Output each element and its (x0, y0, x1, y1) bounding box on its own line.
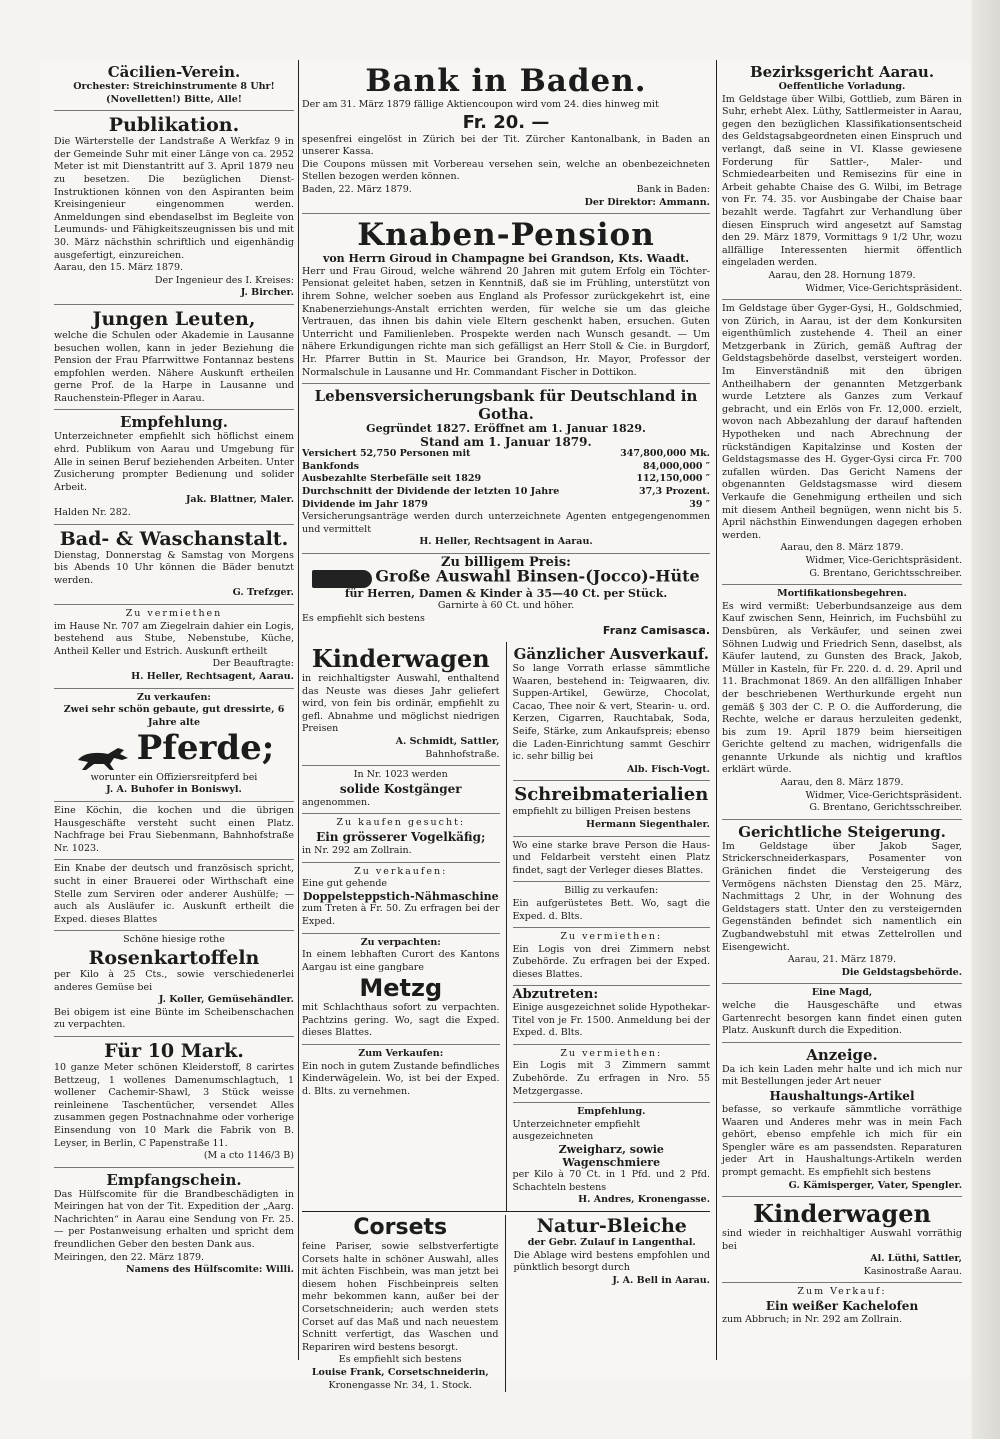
ad-title: Empfangschein. (106, 1170, 242, 1189)
ad-body: Das Hülfscomite für die Brandbeschädigten in Meiringen hat von der Tit. Expedition der „Aarg. Nachrichten“ in Aarau eine Sendung von Fr. 25. — per Postanweisung erhalten und spricht dem freundlichen Geber den besten Dank aus. (54, 1188, 294, 1251)
ad-signature: J. Koller, Gemüsehändler. (158, 994, 294, 1006)
ad-person (513, 836, 711, 882)
ad-signature: Bank in Baden: (636, 183, 710, 195)
table-row (302, 473, 710, 486)
ad-body: Unterzeichneter empfiehlt sich höflichst einem ehrd. Publikum von Aarau und Umgebung für Alle in seinen Beruf beziehenden Arbeiten. Unter Zusicherung prompter Bedienung und solider Arbeit. (54, 431, 294, 493)
ad-line: (Novelletten!) Bitte, Alle! (106, 93, 242, 105)
ad-hute (302, 553, 710, 642)
ad-signature: Jak. Blattner, Maler. (185, 494, 294, 506)
ad-title: Empfehlung. (120, 413, 228, 432)
ad-title: Doppelsteppstich-Nähmaschine (302, 889, 499, 903)
ad-body: mit Schlachthaus sofort zu verpachten. Pachtzins gering. Wo, sagt die Exped. dieses Blattes. (302, 1002, 500, 1039)
ad-signature: Alb. Fisch-Vogt. (626, 763, 710, 775)
ad-body: Eine gut gehende (302, 878, 388, 890)
ad-lead: Empfehlung. (577, 1106, 646, 1118)
ad-body: Da ich kein Laden mehr halte und ich mich nur mit Bestellungen jeder Art neuer (722, 1063, 962, 1088)
table-row (302, 461, 710, 474)
ad-signature: Bahnhofstraße. (425, 748, 500, 760)
ad-signature: Widmer, Vice-Gerichtspräsident. (805, 554, 962, 566)
ad-body: In Nr. 1023 werden (353, 769, 448, 781)
ad-title-row (54, 729, 294, 772)
ad-signature: Der Ingenieur des I. Kreises: (154, 274, 294, 286)
ad-body: Im Geldstage über Jakob Sager, Strickerschneiderkaspars, Posamenter von Gränichen findet die Versteigerung des Vermögens nächsten Dienstag den 25. März, Nachmittags 2 Uhr, in der Wohnung des Geldstagers statt. Unter den zu versteigernden Gegenständen befindet sich namentlich ein Zugbandwebstuhl mit etwas Zettelrollen und Eisengewicht. (722, 840, 962, 953)
ad-signature: G. Brentano, Gerichtsschreiber. (809, 802, 962, 814)
ad-date: Aarau, den 8. März 1879. (780, 777, 904, 789)
ad-signature: Namens des Hülfscomite: Willi. (125, 1264, 294, 1276)
ad-signature: Der Beauftragte: (212, 658, 294, 670)
ad-bad (54, 524, 294, 604)
ad-body: Herr und Frau Giroud, welche während 20 Jahren mit gutem Erfolg ein Töchter-Pensionat geleitet haben, setzen in Kenntniß, daß sie im Frühling, unterstützt von ihrem Sohne, welcher soeben aus England als Professor zurückgekehrt ist, eine Knabenerziehungs-Anstalt errichten werden, für welche sie um das gleiche Vertrauen, das ihnen bis dahin viele Eltern geschenkt haben, ersuchen. Guten Unterricht und Familienleben. Prospekte werden nach Wunsch gesandt. — Um nähere Erkundigungen richte man sich gefälligst an Herr Stoll & Cie. in Burgdorf, Hr. Pfarrer Buttin in St. Maurice bei Grandson, Hr. Mayor, Professor der Normalschule in Lausanne und Hr. Commandant Fischer in Dottikon. (302, 265, 710, 378)
ad-lead: Zum Verkauf: (797, 1286, 887, 1298)
ad-date: Meiringen, den 22. März 1879. (54, 1251, 205, 1263)
ad-knabe (54, 859, 294, 930)
column-left (54, 60, 294, 1281)
row-value: 37,3 Prozent. (639, 486, 710, 498)
ad-signature: J. A. Buhofer in Boniswyl. (106, 784, 242, 796)
ad-title: Ein weißer Kachelofen (765, 1299, 919, 1314)
ad-lead: Zu verkaufen: (137, 691, 211, 703)
ad-mark (54, 1036, 294, 1167)
ad-title: Mortifikationsbegehren. (777, 588, 907, 600)
ad-subtitle: Gegründet 1827. Eröffnet am 1. Januar 1829. (366, 422, 646, 436)
ad-title: Corsets (353, 1214, 448, 1240)
ad-publikation (54, 110, 294, 304)
ad-date: Aarau, den 15. März 1879. (54, 262, 184, 274)
ad-subtitle: der Gebr. Zulauf in Langenthal. (527, 1236, 696, 1248)
ad-address: Halden Nr. 282. (54, 507, 131, 519)
ad-naehmaschine (302, 862, 500, 933)
ad-title: Schreibmaterialien (514, 784, 709, 806)
ad-body: Die Wärterstelle der Landstraße A Werkfaz 9 in der Gemeinde Suhr mit einer Länge von ca. 2952 Meter ist mit Dienstantritt auf 3. April 1879 neu zu besetzen. Die bezüglichen Dienst-Instruktionen können von den Aspiranten beim Kreisingenieur eingenommen werden. Anmeldungen sind ebendaselbst im Begleite von Leumunds- und Fähigkeitszeugnissen bis und mit 30. März nächsthin schriftlich und eigenhändig ausgefertigt, einzureichen. (54, 136, 294, 261)
ad-body: in Nr. 292 am Zollrain. (302, 844, 412, 856)
subcolumn-right (507, 642, 711, 1211)
ad-lead: Zu vermiethen: (560, 931, 663, 943)
subcolumns (302, 642, 710, 1211)
ad-bank (302, 60, 710, 213)
ad-lead: Zu verkaufen: (354, 865, 448, 877)
ad-signature: Franz Camisasca. (602, 624, 710, 638)
ad-title: Publikation. (108, 114, 240, 137)
ad-title: Natur-Bleiche (536, 1214, 687, 1237)
ad-body: welche die Hausgeschäfte und etwas Gartenrecht besorgen kann findet einen guten Platz. Auskunft durch die Expedition. (722, 999, 962, 1037)
ad-kostgaenger (302, 765, 500, 813)
row-value: 84,000,000 ″ (642, 460, 710, 472)
ad-date: Aarau, den 28. Hornung 1879. (768, 269, 916, 281)
ad-body: sind wieder in reichhaltiger Auswahl vorräthig bei (722, 1228, 962, 1252)
ad-pferde (54, 688, 294, 801)
ad-body: empfiehlt zu billigen Preisen bestens (512, 806, 691, 818)
ad-kachelofen (722, 1282, 962, 1330)
ad-ausverkauf (513, 642, 711, 780)
ad-body: angenommen. (302, 796, 371, 808)
ad-kinderwagen2 (722, 1196, 962, 1282)
ad-title: Zu vermiethen (125, 608, 223, 619)
ad-subtitle: Garnirte à 60 Ct. und höher. (437, 600, 575, 612)
ad-body: Eine Köchin, die kochen und die übrigen Hausgeschäfte versteht sucht einen Platz. Nachfrage bei Frau Siebenmann, Bahnhofstraße Nr. 1023. (54, 805, 294, 854)
ad-title: Abzutreten: (512, 987, 599, 1003)
ad-body: Ein Logis mit 3 Zimmern sammt Zubehörde. Zu erfragen in Nro. 55 Metzgergasse. (512, 1060, 710, 1097)
ad-title: Große Auswahl Binsen-(Jocco)-Hüte (375, 566, 700, 586)
ad-title: Jungen Leuten, (92, 307, 256, 330)
ad-vogelkaefig (302, 813, 500, 861)
ad-body: Der am 31. März 1879 fällige Aktiencoupon wird vom 24. dies hinweg mit (302, 99, 659, 110)
row-value: 347,800,000 Mk. (620, 448, 710, 460)
ad-title: Bad- & Waschanstalt. (59, 527, 289, 550)
ad-subtitle: von Herrn Giroud in Champagne bei Grandson, Kts. Waadt. (322, 252, 690, 266)
page-edge (972, 0, 1000, 1439)
ad-body: welche die Schulen oder Akademie in Lausanne besuchen wollen, kann in jeder Beziehung die Pension der Frau Pfarrwittwe Fontannaz bestens empfohlen werden. Nähere Auskunft ertheilen gerne Prof. de la Harpe in Lausanne und Rauchenstein-Pfleger in Aarau. (54, 329, 294, 404)
ad-title: Zweigharz, sowie Wagenschmiere (558, 1143, 664, 1169)
column-rule (716, 60, 717, 1360)
ad-title: Pferde; (136, 728, 275, 769)
table-row (302, 499, 710, 512)
ad-rosen (54, 930, 294, 1036)
ad-body: Die Ablage wird bestens empfohlen und pünktlich besorgt durch (513, 1249, 710, 1274)
ad-body: Dienstag, Donnerstag & Samstag von Morgens bis Abends 10 Uhr können die Bäder benutzt werden. (54, 549, 294, 586)
ad-anzeige (722, 1042, 962, 1196)
ad-empfang (54, 1167, 294, 1281)
ad-schreib (513, 780, 711, 835)
ad-body: zum Treten à Fr. 50. Zu erfragen bei der Exped. (302, 903, 500, 927)
row-label: Dividende im Jahr 1879 (302, 498, 428, 510)
ad-abzutreten (513, 985, 711, 1043)
ad-title: Gänzlicher Ausverkauf. (513, 645, 709, 663)
ad-item: Haushaltungs-Artikel (769, 1088, 915, 1103)
table-row (302, 448, 710, 461)
figures-table (302, 448, 710, 511)
ad-signature: Hermann Siegenthaler. (585, 818, 710, 830)
ad-koechin (54, 801, 294, 859)
ad-lead: Schöne hiesige rothe (123, 934, 225, 946)
ad-steigerung (722, 819, 962, 984)
ad-body: in reichhaltigster Auswahl, enthaltend das Neuste was dieses Jahr geliefert wird, von fein bis ordinär, empfiehlt zu gefl. Abnahme und möglichst niedrigen Preisen (302, 673, 500, 735)
ad-body: Im Geldstage über Wilbi, Gottlieb, zum Bären in Suhr, erhebt Alex. Lüthy, Sattlermeister in Aarau, gegen den bezüglichen Klassifikationsentscheid des Geldstagsabgeordneten einen Einspruch und verlangt, daß seine in VI. Klasse gewiesene Forderung für Sattler-, Maler- und Schmiedearbeiten und Remisezins für eine in Arbeit gehabte Chaise des G. Wilbi, im Betrage von Fr. 74. 35. vor Ausbingabe der Chaise baar bezahlt werde. Tagfahrt zur Verhandlung über diesen Einspruch wird angesetzt auf Samstag den 29. März 1879, Vormittags 9 1/2 Uhr, wozu allfällige Interessenten hiermit öffentlich eingeladen werden. (722, 93, 962, 269)
ad-title: Metzg (359, 974, 443, 1003)
ad-title: Knaben-Pension (357, 217, 655, 254)
ad-signature: Kronengasse Nr. 34, 1. Stock. (328, 1379, 473, 1391)
ad-title: Eine Magd, (811, 987, 873, 999)
ad-title: Cäcilien-Verein. (107, 63, 241, 81)
ad-signature: H. Andres, Kronengasse. (578, 1194, 710, 1206)
ad-kinderwaegelein (302, 1044, 500, 1102)
ad-body: per Kilo à 70 Ct. in 1 Pfd. und 2 Pfd. Schachteln bestens (512, 1169, 710, 1193)
ad-signature: H. Heller, Rechtsagent in Aarau. (419, 536, 593, 548)
ad-gyger (722, 299, 962, 584)
pointing-hand-icon (312, 570, 372, 588)
column-right (722, 60, 962, 1331)
ad-lebensversicherung (302, 383, 710, 553)
ad-date: Aarau, 21. März 1879. (787, 954, 897, 966)
ad-zweigharz (513, 1102, 711, 1211)
ad-body: im Hause Nr. 707 am Ziegelrain dahier ein Logis, bestehend aus Stube, Nebenstube, Küche, Antheil Keller und Estrich. Auskunft ertheilt (54, 620, 294, 657)
ad-body: Es wird vermißt: Ueberbundsanzeige aus dem Kauf zwischen Senn, Heinrich, im Fuchsbühl zu Densbüren, als Verkäufer, und seinen zwei Söhnen Ludwig und Friedrich Senn, daselbst, als Käufer lautend, zu Gunsten des Brack, Jakob, Müller in Kasteln, für Fr. 220. d. d. 29. April und 11. Brachmonat 1869. An den allfälligen Inhaber der beschriebenen Werthurkunde ergeht nun gemäß § 303 der C. P. O. die Aufforderung, die Rechte, welche er daraus herzuleiten gedenkt, bis zum 19. April 1879 beim hierseitigen Gerichte geltend zu machen, widrigenfalls die genannte Urkunde als nichtig und kraftlos erklärt würde. (722, 600, 962, 776)
ad-body: In einem lebhaften Curort des Kantons Aargau ist eine gangbare (302, 949, 500, 973)
ad-bett (513, 881, 711, 927)
row-value: 39 ″ (689, 498, 710, 510)
ad-title: Bank in Baden. (365, 63, 647, 99)
ad-signature: Die Geldstagsbehörde. (841, 966, 962, 978)
ad-body: Versicherungsanträge werden durch unterzeichnete Agenten entgegengenommen und vermittelt (302, 511, 710, 535)
subcolumn-left (302, 642, 507, 1211)
ad-title: Für 10 Mark. (104, 1039, 244, 1062)
ad-bleiche (514, 1215, 711, 1392)
ad-signature: G. Kämisperger, Vater, Spengler. (788, 1179, 962, 1191)
ad-amount: Fr. 20. — (462, 111, 550, 133)
horse-icon (74, 742, 134, 772)
ad-body: Wo eine starke brave Person die Haus- und Feldarbeit versteht einen Platz findet, sagt der Verleger dieses Blattes. (512, 839, 710, 876)
ad-title: Bezirksgericht Aarau. (749, 63, 935, 81)
ad-signature: Widmer, Vice-Gerichtspräsident. (805, 789, 962, 801)
row-label: Ausbezahlte Sterbefälle seit 1829 (302, 473, 482, 485)
ad-place: Baden, 22. März 1879. (302, 183, 412, 195)
ad-signature: Al. Lüthi, Sattler, (870, 1253, 962, 1265)
column-middle (302, 60, 710, 1396)
ad-title: solide Kostgänger (339, 781, 462, 796)
column-rule (298, 60, 299, 1360)
ad-body: worunter ein Offiziersreitpferd bei (90, 771, 258, 783)
ad-body: Bei obigem ist eine Bünte im Scheibenschachen zu verpachten. (54, 1006, 294, 1031)
ad-title: Gerichtliche Steigerung. (738, 822, 946, 841)
ad-lead: Zum Verkaufen: (358, 1048, 444, 1060)
ad-lead: Zu billigem Preis: (441, 555, 571, 571)
ad-title: Kinderwagen (311, 644, 490, 673)
ad-signature: Widmer, Vice-Gerichtspräsident. (805, 282, 962, 294)
ad-magd (722, 983, 962, 1041)
ad-signature: Louise Frank, Corsetschneiderin, (311, 1366, 489, 1378)
row-value: 112,150,000 ″ (636, 473, 710, 485)
ad-signature: G. Trefzger. (232, 587, 294, 599)
ad-title: Ein grösserer Vogelkäfig; (316, 829, 486, 844)
ad-subtitle: Stand am 1. Januar 1879. (420, 434, 592, 449)
ad-signature: H. Heller, Rechtsagent, Aarau. (131, 670, 294, 682)
ad-bezirksgericht (722, 60, 962, 299)
ad-body: Ein noch in gutem Zustande befindliches Kinderwägelein. Wo, ist bei der Exped. d. Blts. zu vernehmen. (302, 1060, 500, 1097)
ad-title: Kinderwagen (753, 1199, 931, 1229)
ad-line: Zwei sehr schön gebaute, gut dressirte, 6 Jahre alte (63, 704, 285, 728)
ad-body: Unterzeichneter empfiehlt ausgezeichneten (512, 1118, 641, 1143)
ad-lead: Es empfiehlt sich bestens (338, 1354, 462, 1366)
newspaper-page (40, 60, 970, 1391)
ad-logis (513, 927, 711, 985)
ad-body: Einige ausgezeichnet solide Hypothekar-Titel von je Fr. 1500. Anmeldung bei der Exped. d. Blts. (512, 1002, 710, 1039)
ad-body: So lange Vorrath erlasse sämmtliche Waaren, bestehend in: Teigwaaren, div. Suppen-Artikel, Gewürze, Chocolat, Cacao, Thee noir & vert, Stearin- u. ord. Kerzen, Cigarren, Rauchtabak, Soda, Seife, Stärke, zum Ankaufspreis; ebenso die Laden-Einrichtung sammt Geschirr ic. sehr billig bei (512, 663, 710, 763)
ad-lead: Zu kaufen gesucht: (336, 817, 466, 829)
ad-subtitle: Oeffentliche Vorladung. (778, 81, 906, 92)
ad-line: Orchester: Streichinstrumente 8 Uhr! (73, 81, 275, 92)
row-label: Bankfonds (302, 460, 359, 472)
ad-body: Ein aufgerüstetes Bett. Wo, sagt die Exped. d. Blts. (512, 897, 710, 922)
table-row (302, 486, 710, 499)
ad-lead: Zu vermiethen: (560, 1047, 663, 1059)
ad-title: Lebensversicherungsbank für Deutschland in Gotha. (314, 387, 698, 424)
ad-signature: A. Schmidt, Sattler, (395, 735, 500, 747)
ad-body: Die Coupons müssen mit Vorbereau versehen sein, welche an obenbezeichneten Stellen bezogen werden können. (302, 158, 710, 183)
ad-knaben (302, 213, 710, 383)
ad-title: Rosenkartoffeln (88, 946, 260, 969)
ad-signature: J. Bircher. (240, 287, 294, 299)
ad-title: Anzeige. (806, 1045, 878, 1064)
ad-kinderwagen (302, 642, 500, 765)
ad-lead: Billig zu verkaufen: (564, 885, 659, 897)
row-label: Durchschnitt der Dividende der letzten 10 Jahre (302, 486, 560, 498)
ad-metzg (302, 933, 500, 1045)
ad-subtitle: für Herren, Damen & Kinder à 35—40 Ct. per Stück. (344, 586, 668, 600)
ad-mortifikation (722, 584, 962, 819)
ad-vermiethen2 (513, 1044, 711, 1102)
ad-empfehlung (54, 409, 294, 523)
ad-body: Ein Logis von drei Zimmern nebst Zubehörde. Zu erfragen bei der Exped. dieses Blattes. (512, 943, 710, 980)
ad-date: Aarau, den 8. März 1879. (780, 542, 904, 554)
ad-corsets (302, 1211, 710, 1396)
ad-body: feine Pariser, sowie selbstverfertigte Corsets halte in schöner Auswahl, alles mit ächten Fischbein, was man jetzt bei diesem hohen Fischbeinpreis selten mehr bekommen kann, außer bei der Corsetschneiderin; auch werden stets Corset auf das Maß und nach neuestem Schnitt verfertigt, das Waschen und Repariren wird bestens besorgt. (302, 1240, 499, 1353)
ad-body: spesenfrei eingelöst in Zürich bei der Tit. Zürcher Kantonalbank, in Baden an unserer Kassa. (302, 133, 710, 158)
ad-jungen (54, 304, 294, 410)
ad-body: Im Geldstage über Gyger-Gysi, H., Goldschmied, von Zürich, in Aarau, ist der dem Konkursiten eigenthümlich zustehende 4. Theil an einer Metzgerbank in Zürich, gemäß Auftrag der Geldstagsbehörde daselbst, versteigert worden. Im Einverständniß mit den übrigen Antheilhabern der genannten Metzgerbank wurde Letztere als Ganzes zum Verkauf gebracht, und ein Erlös von Fr. 12,000. erzielt, wovon nach Abbezahlung der darauf haftenden Hypotheken und nach Abrechnung der rückständigen Kapitalzinse und Kosten der Geldstagsmasse des H. Gyger-Gysi circa Fr. 700 zufallen würden. Das Gericht Namens der obgenannten Geldstagsmasse wird diesem Verkaufe die Genehmigung ertheilen und sich mit diesem Antheil begnügen, wenn nicht bis 5. April nächsthin Einwendungen dagegen erhoben werden. (722, 303, 962, 541)
ad-signature: G. Brentano, Gerichtsschreiber. (809, 567, 962, 579)
ad-signature: Kasinostraße Aarau. (863, 1265, 962, 1277)
ad-vermiethen (54, 604, 294, 688)
ad-reference: (M a cto 1146/3 B) (203, 1150, 294, 1162)
ad-body: 10 ganze Meter schönen Kleiderstoff, 8 carirtes Bettzeug, 1 wollenes Damenumschlagtuch, 1 wollener Cachemir-Shawl, 3 Stück weisse reinleinene Taschentücher, versendet Alles zusammen gegen Postnachnahme oder vorherige Einsendung von 10 Mark die Fabrik von B. Leyser, in Berlin, C Papenstraße 11. (54, 1061, 294, 1149)
ad-signature: Der Direktor: Ammann. (584, 196, 710, 208)
ad-body: per Kilo à 25 Cts., sowie verschiedenerlei anderes Gemüse bei (54, 968, 294, 993)
row-label: Versichert 52,750 Personen mit (302, 448, 471, 460)
ad-body: zum Abbruch; in Nr. 292 am Zollrain. (722, 1314, 903, 1326)
ad-caecilien (54, 60, 294, 110)
ad-body: befasse, so verkaufe sämmtliche vorräthige Waaren und Anderes mehr was in mein Fach gehört, ebenso empfehle ich mich für ein Spengler wäre es am passendsten. Reparaturen jeder Art in Haushaltungs-Artikeln werden prompt gemacht. Es empfiehlt sich bestens (722, 1103, 962, 1178)
ad-signature: J. A. Bell in Aarau. (612, 1274, 710, 1286)
ad-body: Ein Knabe der deutsch und französisch spricht, sucht in einer Brauerei oder Wirthschaft eine Stelle zum Serviren oder anderer Aushülfe; — auch als Ausläufer ic. Auskunft ertheilt die Exped. dieses Blattes (54, 863, 294, 925)
ad-lead: Zu verpachten: (360, 936, 441, 948)
ad-body: Es empfiehlt sich bestens (302, 612, 425, 624)
